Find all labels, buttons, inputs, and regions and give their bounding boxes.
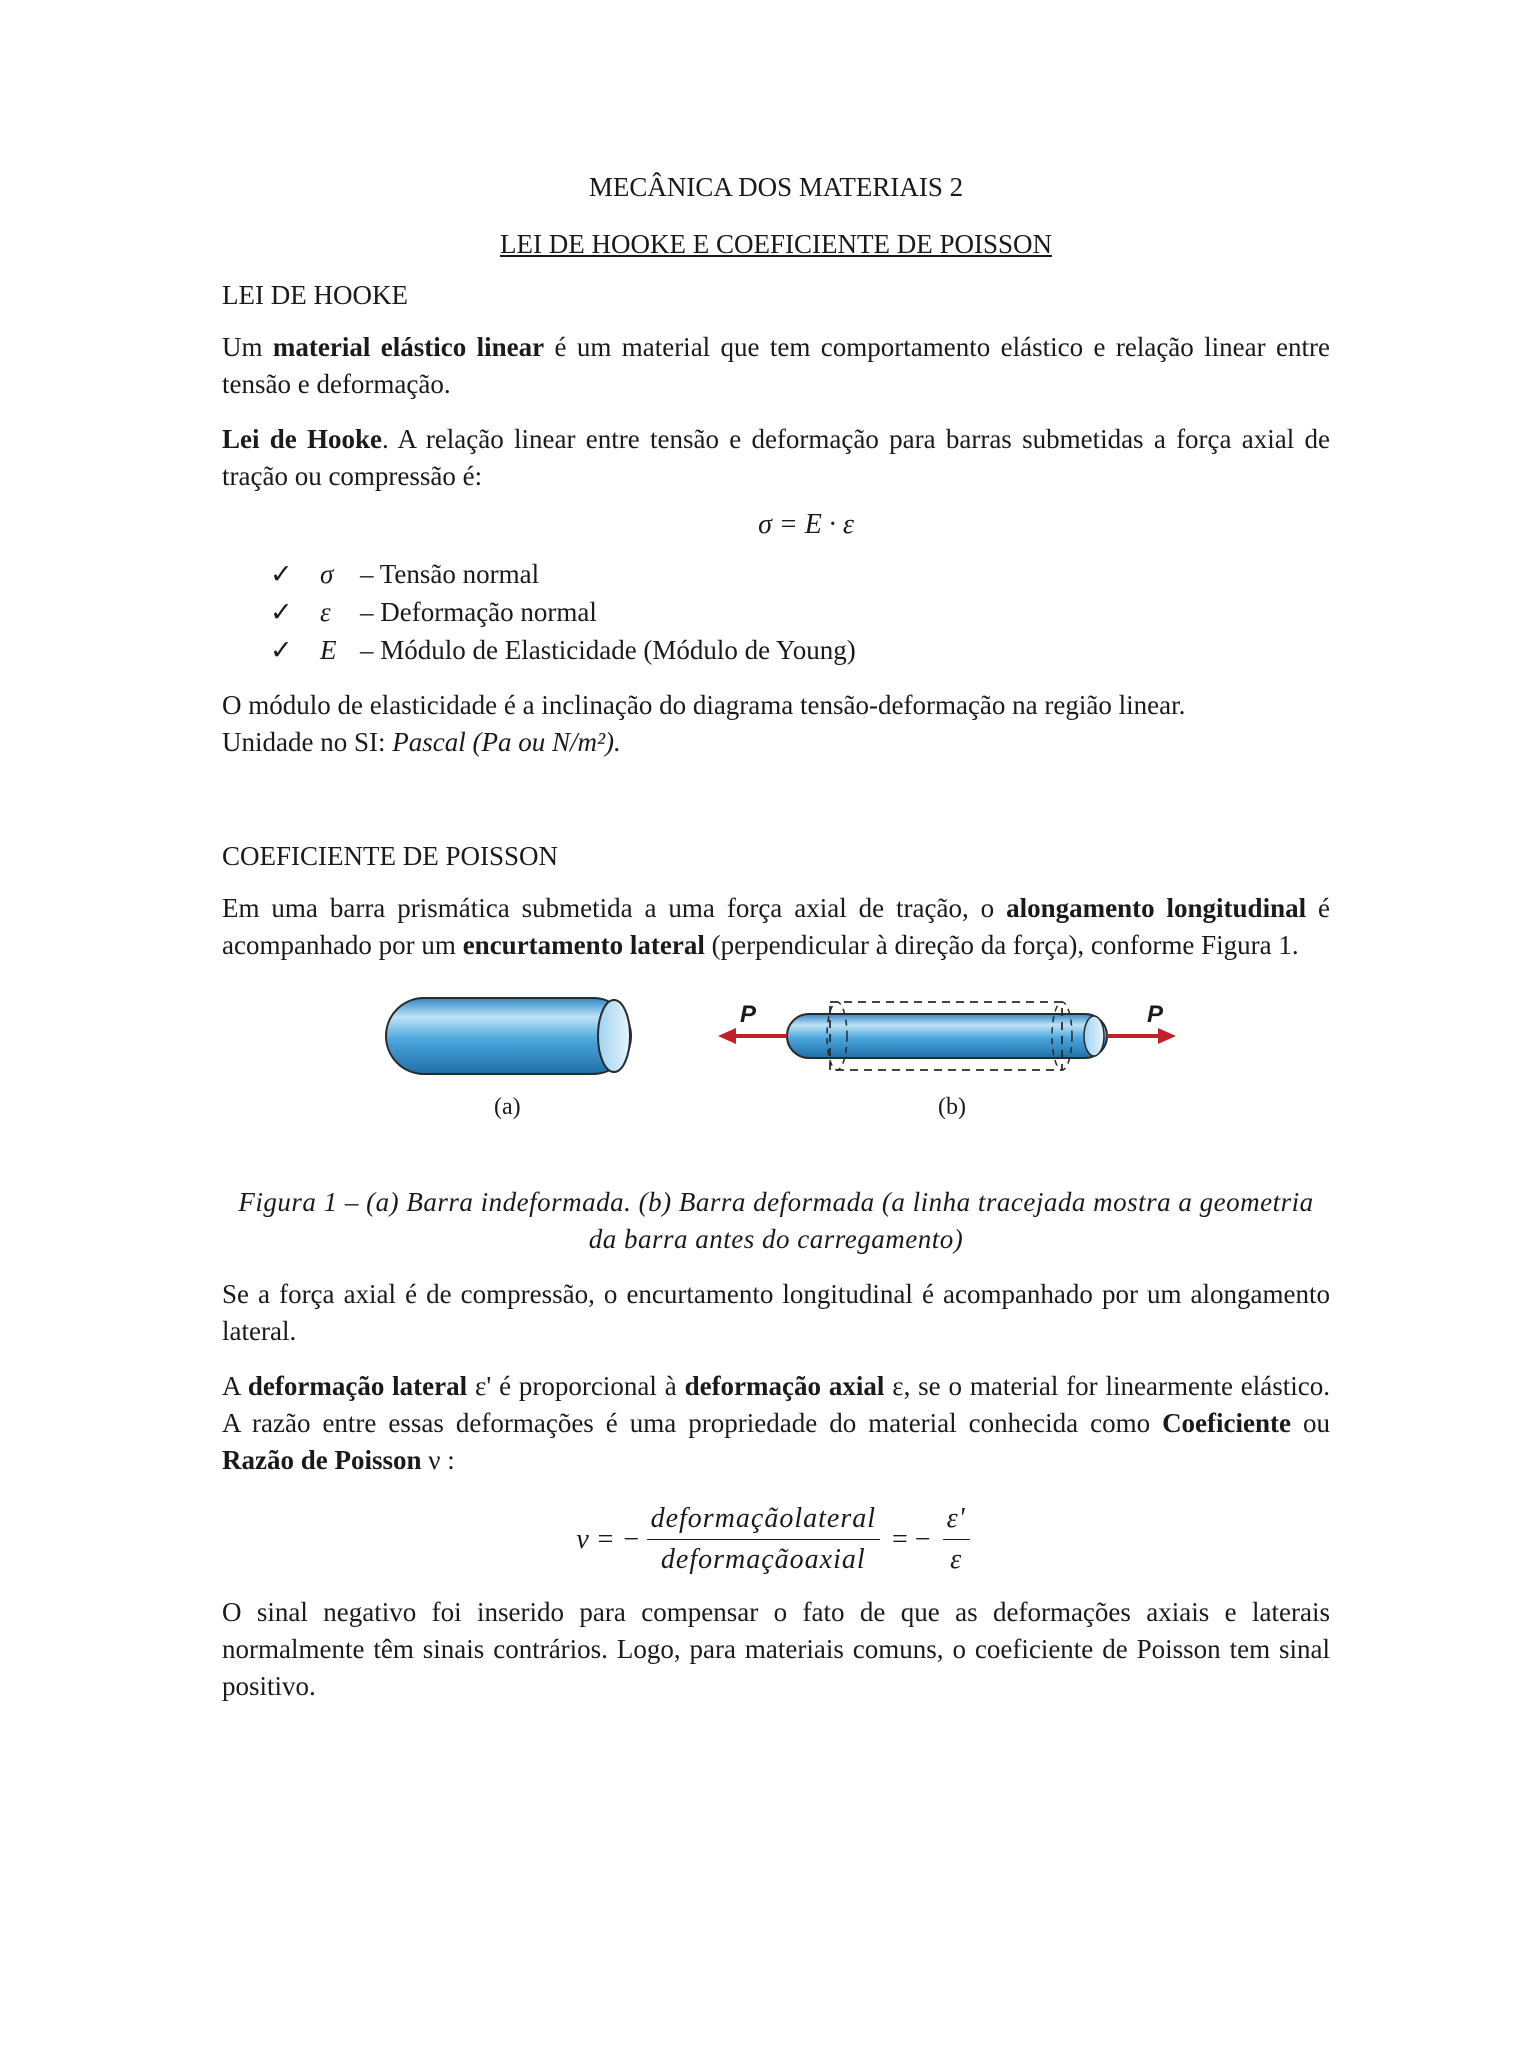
eq-lhs: ν = − — [576, 1523, 641, 1555]
deformed-bar — [787, 1002, 1107, 1070]
symbol-sigma: σ — [320, 559, 334, 589]
force-arrow-right — [1107, 1028, 1176, 1044]
si-unit: Pascal (Pa ou N/m²). — [392, 727, 621, 757]
hooke-paragraph-2: Lei de Hooke. A relação linear entre tensão e deformação para barras submetidas a força axial de tração ou compressão é: — [222, 424, 1331, 491]
bold-term: material elástico linear — [272, 332, 545, 362]
hooke-equation: σ = E · ε — [758, 509, 854, 540]
hooke-paragraph-3: O módulo de elasticidade é a inclinação do diagrama tensão-deformação na região linear. Unidade no SI: Pascal (Pa ou N/m²). — [222, 690, 1186, 757]
check-icon: ✓ — [270, 559, 293, 589]
undeformed-bar — [386, 998, 631, 1074]
list-item-text: – Tensão normal — [360, 559, 540, 589]
symbol-epsilon: ε — [320, 597, 331, 627]
document-subtitle: LEI DE HOOKE E COEFICIENTE DE POISSON — [500, 229, 1052, 259]
poisson-paragraph-2: Se a força axial é de compressão, o encurtamento longitudinal é acompanhado por um alongamento lateral. — [222, 1279, 1330, 1346]
poisson-paragraph-4: O sinal negativo foi inserido para compensar o fato de que as deformações axiais e laterais normalmente têm sinais contrários. Logo, para materiais comuns, o coeficiente de Poisson tem sinal positivo. — [222, 1597, 1330, 1701]
eq-mid: = − — [892, 1523, 931, 1555]
check-icon: ✓ — [270, 635, 293, 665]
check-icon: ✓ — [270, 597, 293, 627]
list-item-text: – Deformação normal — [360, 597, 597, 627]
eq-fraction-words — [647, 1503, 880, 1576]
document-title: MECÂNICA DOS MATERIAIS 2 — [588, 172, 964, 202]
eq-denominator: deformaçãoaxial — [660, 1544, 866, 1575]
list-item — [270, 593, 1330, 631]
hooke-symbol-list — [222, 555, 1330, 669]
hooke-paragraph-1: Um material elástico linear é um material que tem comportamento elástico e relação linear entre tensão e deformação. — [222, 332, 1330, 399]
force-label-right: P — [1147, 1001, 1164, 1028]
document-page — [222, 172, 1330, 1705]
eq-fraction-symbols — [943, 1503, 970, 1576]
figure-label-b: (b) — [938, 1094, 966, 1120]
poisson-paragraph-1: Em uma barra prismática submetida a uma força axial de tração, o alongamento longitudinal é acompanhado por um encurtamento lateral (perpendicular à direção da força), conforme Figura 1. — [222, 893, 1331, 960]
poisson-paragraph-3: A deformação lateral ε' é proporcional à deformação axial ε, se o material for linearmente elástico. A razão entre essas deformações é uma propriedade do material conhecida como Coeficiente ou Razão de Poisson ν : — [222, 1371, 1331, 1475]
bold-term: Lei de Hooke — [222, 424, 383, 454]
hooke-heading: LEI DE HOOKE — [222, 280, 408, 310]
eq-denominator-symbol: ε — [950, 1544, 963, 1575]
figure-label-a: (a) — [494, 1094, 521, 1120]
poisson-equation — [222, 1503, 1330, 1576]
force-arrow-left — [718, 1028, 787, 1044]
list-item — [270, 555, 1330, 593]
figure-caption: Figura 1 – (a) Barra indeformada. (b) Barra deformada (a linha tracejada mostra a geometria da barra antes do carregamento) — [238, 1187, 1314, 1254]
symbol-e: E — [320, 635, 337, 665]
figure-1 — [222, 994, 1330, 1144]
bar-diagram — [222, 994, 1330, 1144]
list-item-text: – Módulo de Elasticidade (Módulo de Young) — [360, 635, 856, 665]
eq-numerator-symbol: ε' — [943, 1503, 970, 1540]
eq-numerator: deformaçãolateral — [647, 1503, 880, 1540]
list-item — [270, 631, 1330, 669]
force-label-left: P — [740, 1001, 757, 1028]
poisson-heading: COEFICIENTE DE POISSON — [222, 841, 559, 871]
